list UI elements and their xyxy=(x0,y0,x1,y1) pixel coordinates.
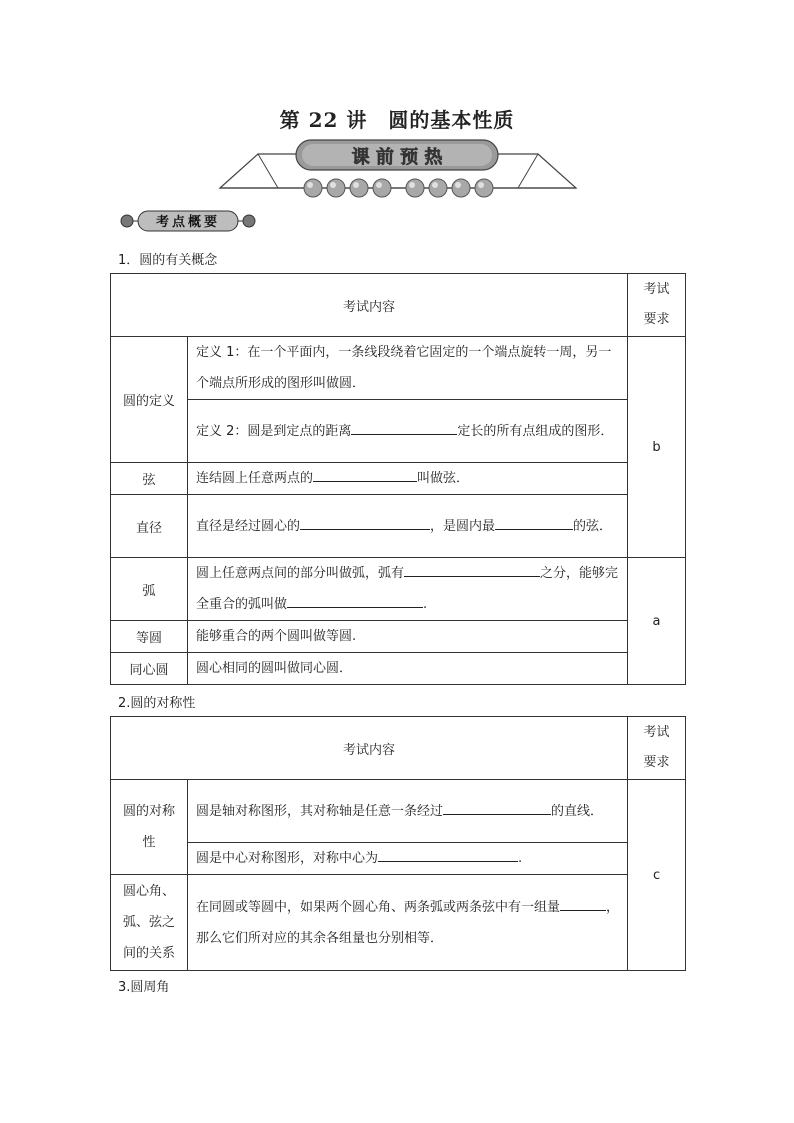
arc-text: 圆上任意两点间的部分叫做弧，弧有 之分，能够完全重合的弧叫做 . xyxy=(188,558,628,621)
label-symmetry: 圆的对称 性 xyxy=(111,780,188,875)
blank[interactable] xyxy=(300,515,430,530)
symmetry-table xyxy=(110,716,686,971)
header-requirement: 考试 要求 xyxy=(628,274,686,337)
chord-text: 连结圆上任意两点的 叫做弦． xyxy=(188,463,628,495)
blank[interactable] xyxy=(313,467,417,482)
concept-table xyxy=(110,273,686,685)
axial-symmetry-text: 圆是轴对称图形，其对称轴是任意一条经过 的直线． xyxy=(188,780,628,843)
concentric-text: 圆心相同的圆叫做同心圆． xyxy=(188,653,628,685)
definition-2: 定义 2：圆是到定点的距离 定长的所有点组成的图形． xyxy=(188,400,628,463)
section-heading-3: 3.圆周角 xyxy=(118,980,170,995)
label-concentric: 同心圆 xyxy=(111,653,188,685)
blank[interactable] xyxy=(378,847,518,862)
section-tag-label: 考点概要 xyxy=(155,215,221,230)
label-diameter: 直径 xyxy=(111,495,188,558)
relation-text: 在同圆或等圆中，如果两个圆心角、两条弧或两条弦中有一组量 ，那么它们所对应的其余各组量也分别相等． xyxy=(188,875,628,971)
header-content: 考试内容 xyxy=(111,717,628,780)
label-definition: 圆的定义 xyxy=(111,337,188,463)
label-equal-circle: 等圆 xyxy=(111,621,188,653)
central-symmetry-text: 圆是中心对称图形，对称中心为 . xyxy=(188,843,628,875)
blank[interactable] xyxy=(404,562,540,577)
header-requirement: 考试 要求 xyxy=(628,717,686,780)
requirement-b: b xyxy=(628,337,686,558)
section-heading-1: 1．圆的有关概念 xyxy=(118,253,218,268)
blank[interactable] xyxy=(495,515,573,530)
blank[interactable] xyxy=(443,800,551,815)
label-angle-arc-chord: 圆心角、 弧、弦之 间的关系 xyxy=(111,875,188,971)
section-tag xyxy=(118,210,258,232)
blank[interactable] xyxy=(351,420,457,435)
blank[interactable] xyxy=(560,896,606,911)
definition-1: 定义 1：在一个平面内，一条线段绕着它固定的一个端点旋转一周，另一个端点所形成的图形叫做圆． xyxy=(188,337,628,400)
header-content: 考试内容 xyxy=(111,274,628,337)
requirement-c: c xyxy=(628,780,686,971)
requirement-a: a xyxy=(628,558,686,685)
section-banner xyxy=(218,138,578,202)
blank[interactable] xyxy=(287,593,423,608)
page-title: 第 22 讲 圆的基本性质 xyxy=(279,108,515,132)
diameter-text: 直径是经过圆心的 ，是圆内最 的弦． xyxy=(188,495,628,558)
banner-label: 课 前 预 热 xyxy=(351,147,443,168)
label-chord: 弦 xyxy=(111,463,188,495)
equal-circle-text: 能够重合的两个圆叫做等圆. xyxy=(188,621,628,653)
label-arc: 弧 xyxy=(111,558,188,621)
section-heading-2: 2.圆的对称性 xyxy=(118,696,196,711)
